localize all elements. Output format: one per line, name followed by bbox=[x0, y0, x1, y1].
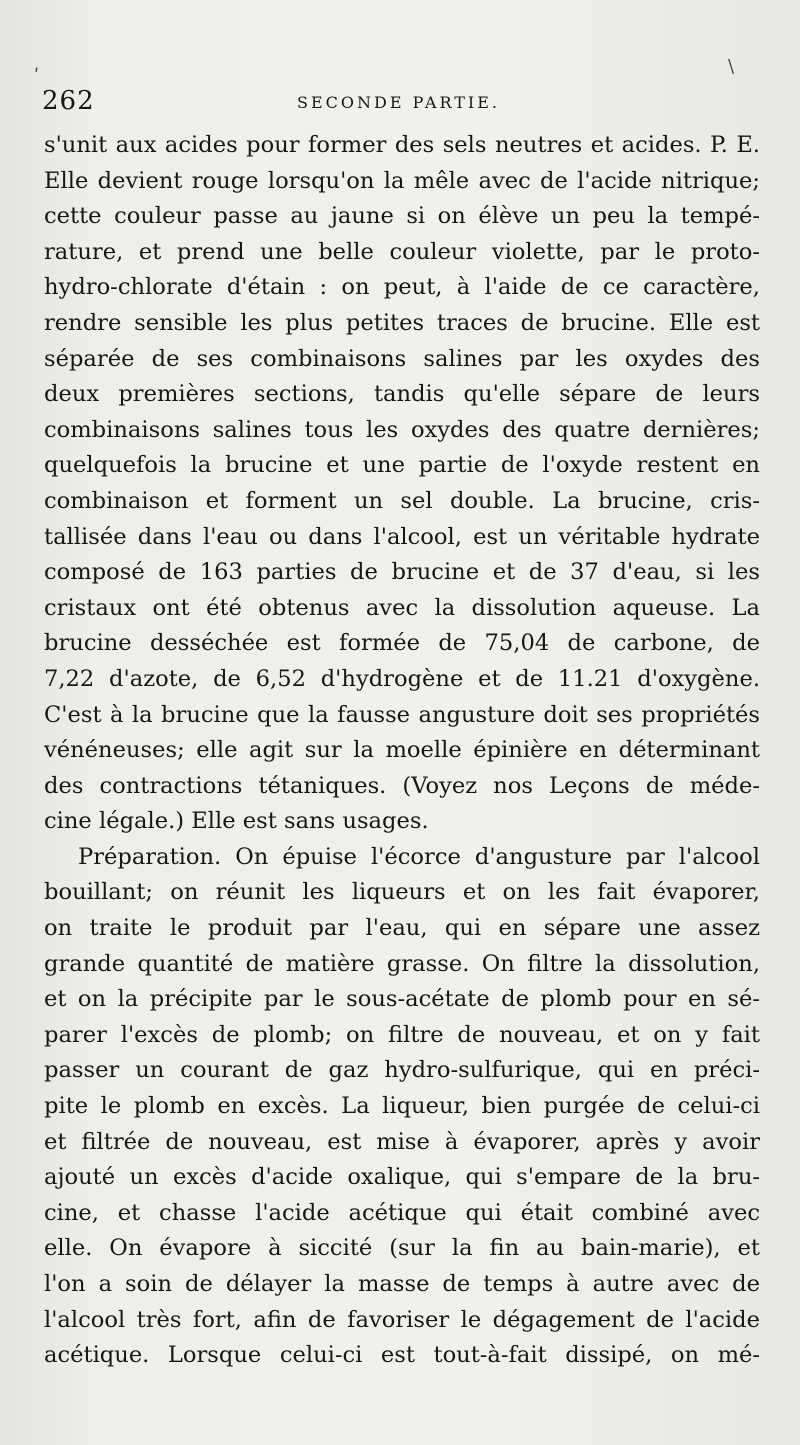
text-line: passer un courant de gaz hydro-sulfurique, qui en préci- bbox=[44, 1057, 760, 1084]
text-line: parer l'excès de plomb; on filtre de nouveau, et on y fait bbox=[44, 1021, 760, 1048]
text-line: elle. On évapore à siccité (sur la fin au bain-marie), et bbox=[44, 1235, 760, 1262]
page-number: 262 bbox=[42, 86, 95, 116]
text-line: séparée de ses combinaisons salines par les oxydes des bbox=[44, 345, 760, 372]
text-line: cristaux ont été obtenus avec la dissolution aqueuse. La bbox=[44, 594, 760, 621]
text-line: rendre sensible les plus petites traces de brucine. Elle est bbox=[44, 309, 760, 336]
text-line: 7,22 d'azote, de 6,52 d'hydrogène et de 11.21 d'oxygène. bbox=[44, 665, 760, 692]
text-line: on traite le produit par l'eau, qui en sépare une assez bbox=[44, 915, 760, 942]
text-line: grande quantité de matière grasse. On filtre la dissolution, bbox=[44, 950, 760, 977]
text-line: et on la précipite par le sous-acétate de plomb pour en sé- bbox=[44, 986, 760, 1013]
text-line: quelquefois la brucine et une partie de l'oxyde restent en bbox=[44, 452, 760, 479]
text-line: brucine desséchée est formée de 75,04 de carbone, de bbox=[44, 630, 760, 657]
text-line: acétique. Lorsque celui-ci est tout-à-fait dissipé, on mé- bbox=[44, 1342, 760, 1369]
text-line: combinaison et forment un sel double. La brucine, cris- bbox=[44, 487, 760, 514]
body-text bbox=[44, 128, 760, 1374]
text-line: Préparation. On épuise l'écorce d'angusture par l'alcool bbox=[78, 843, 760, 870]
text-line: pite le plomb en excès. La liqueur, bien purgée de celui-ci bbox=[44, 1093, 760, 1120]
text-line: Elle devient rouge lorsqu'on la mêle avec de l'acide nitrique; bbox=[44, 167, 760, 194]
page-header bbox=[42, 86, 758, 120]
text-line: vénéneuses; elle agit sur la moelle épinière en déterminant bbox=[44, 737, 760, 764]
stray-mark: \ bbox=[728, 56, 735, 77]
text-line: ajouté un excès d'acide oxalique, qui s'empare de la bru- bbox=[44, 1164, 760, 1191]
text-line: et filtrée de nouveau, est mise à évaporer, après y avoir bbox=[44, 1128, 760, 1155]
text-line: cine, et chasse l'acide acétique qui était combiné avec bbox=[44, 1199, 760, 1226]
text-line: hydro-chlorate d'étain : on peut, à l'aide de ce caractère, bbox=[44, 274, 760, 301]
text-line: bouillant; on réunit les liqueurs et on les fait évaporer, bbox=[44, 879, 760, 906]
text-line: composé de 163 parties de brucine et de 37 d'eau, si les bbox=[44, 559, 760, 586]
text-line: s'unit aux acides pour former des sels neutres et acides. P. E. bbox=[44, 132, 760, 158]
text-line: deux premières sections, tandis qu'elle sépare de leurs bbox=[44, 381, 760, 408]
text-line: l'on a soin de délayer la masse de temps à autre avec de bbox=[44, 1271, 760, 1297]
running-head: SECONDE PARTIE. bbox=[297, 93, 500, 112]
text-line: C'est à la brucine que la fausse angusture doit ses propriétés bbox=[44, 701, 760, 728]
text-line: des contractions tétaniques. (Voyez nos Leçons de méde- bbox=[44, 772, 760, 799]
text-line: tallisée dans l'eau ou dans l'alcool, est un véritable hydrate bbox=[44, 523, 760, 550]
text-line: combinaisons salines tous les oxydes des quatre dernières; bbox=[44, 416, 760, 443]
text-line: rature, et prend une belle couleur violette, par le proto- bbox=[44, 238, 760, 265]
text-line: l'alcool très fort, afin de favoriser le dégagement de l'acide bbox=[44, 1306, 760, 1333]
text-line: cine légale.) Elle est sans usages. bbox=[44, 808, 429, 835]
text-line: cette couleur passe au jaune si on élève un peu la tempé- bbox=[44, 203, 760, 230]
stray-mark: ʹ bbox=[34, 66, 40, 87]
